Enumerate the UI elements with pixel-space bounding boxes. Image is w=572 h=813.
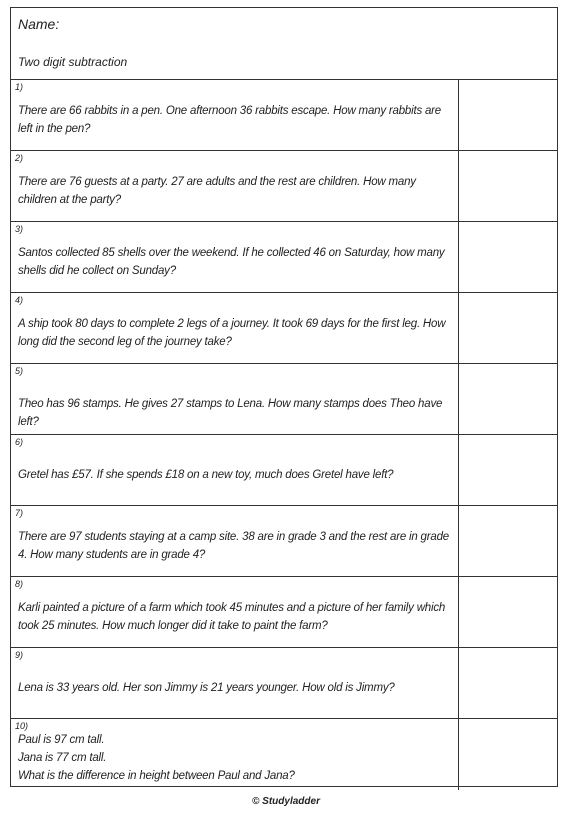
question-row-6 — [11, 435, 557, 506]
question-number: 3) — [15, 224, 24, 234]
question-cell — [11, 719, 459, 790]
question-cell — [11, 506, 459, 576]
question-text: Lena is 33 years old. Her son Jimmy is 21 years younger. How old is Jimmy? — [18, 682, 395, 694]
question-row-1 — [11, 80, 557, 151]
worksheet — [10, 7, 558, 787]
question-text: Gretel has £57. If she spends £18 on a new toy, much does Gretel have left? — [18, 469, 394, 481]
question-number: 4) — [15, 295, 24, 305]
question-line: Jana is 77 cm tall. — [18, 752, 107, 764]
question-row-9 — [11, 648, 557, 719]
question-text: A ship took 80 days to complete 2 legs of a journey. It took 69 days for the first leg. How long did the second leg of the journey take? — [18, 318, 446, 348]
question-cell — [11, 577, 459, 647]
question-row-4 — [11, 293, 557, 364]
question-row-7 — [11, 506, 557, 577]
question-cell — [11, 435, 459, 505]
question-line: What is the difference in height between Paul and Jana? — [18, 770, 295, 782]
answer-box[interactable] — [459, 506, 557, 576]
question-row-8 — [11, 577, 557, 648]
worksheet-title: Two digit subtraction — [18, 55, 128, 69]
question-text — [18, 731, 452, 785]
question-number: 6) — [15, 437, 24, 447]
worksheet-header — [11, 8, 557, 80]
question-number: 10) — [15, 721, 29, 731]
answer-box[interactable] — [459, 719, 557, 790]
question-cell — [11, 80, 459, 150]
question-text: There are 76 guests at a party. 27 are adults and the rest are children. How many children at the party? — [18, 176, 416, 206]
question-text: There are 66 rabbits in a pen. One afternoon 36 rabbits escape. How many rabbits are left in the pen? — [18, 105, 442, 135]
answer-box[interactable] — [459, 577, 557, 647]
answer-box[interactable] — [459, 648, 557, 718]
question-text: Theo has 96 stamps. He gives 27 stamps to Lena. How many stamps does Theo have left? — [18, 398, 443, 428]
question-cell — [11, 222, 459, 292]
question-cell — [11, 364, 459, 434]
question-text: There are 97 students staying at a camp site. 38 are in grade 3 and the rest are in grade 4. How many students are in grade 4? — [18, 531, 449, 561]
answer-box[interactable] — [459, 222, 557, 292]
question-line: Paul is 97 cm tall. — [18, 734, 105, 746]
answer-box[interactable] — [459, 80, 557, 150]
copyright-footer: © Studyladder — [252, 796, 320, 807]
question-row-10 — [11, 719, 557, 790]
question-row-5 — [11, 364, 557, 435]
question-text: Santos collected 85 shells over the weekend. If he collected 46 on Saturday, how many shells did he collect on Sunday? — [18, 247, 445, 277]
question-row-3 — [11, 222, 557, 293]
name-label: Name: — [18, 16, 60, 32]
question-number: 5) — [15, 366, 24, 376]
question-cell — [11, 293, 459, 363]
question-text: Karli painted a picture of a farm which took 45 minutes and a picture of her family which took 25 minutes. How much longer did it take to paint the farm? — [18, 602, 446, 632]
question-number: 1) — [15, 82, 24, 92]
answer-box[interactable] — [459, 364, 557, 434]
question-cell — [11, 151, 459, 221]
answer-box[interactable] — [459, 151, 557, 221]
question-number: 2) — [15, 153, 24, 163]
question-number: 8) — [15, 579, 24, 589]
question-number: 7) — [15, 508, 24, 518]
question-number: 9) — [15, 650, 24, 660]
question-row-2 — [11, 151, 557, 222]
answer-box[interactable] — [459, 293, 557, 363]
answer-box[interactable] — [459, 435, 557, 505]
question-cell — [11, 648, 459, 718]
